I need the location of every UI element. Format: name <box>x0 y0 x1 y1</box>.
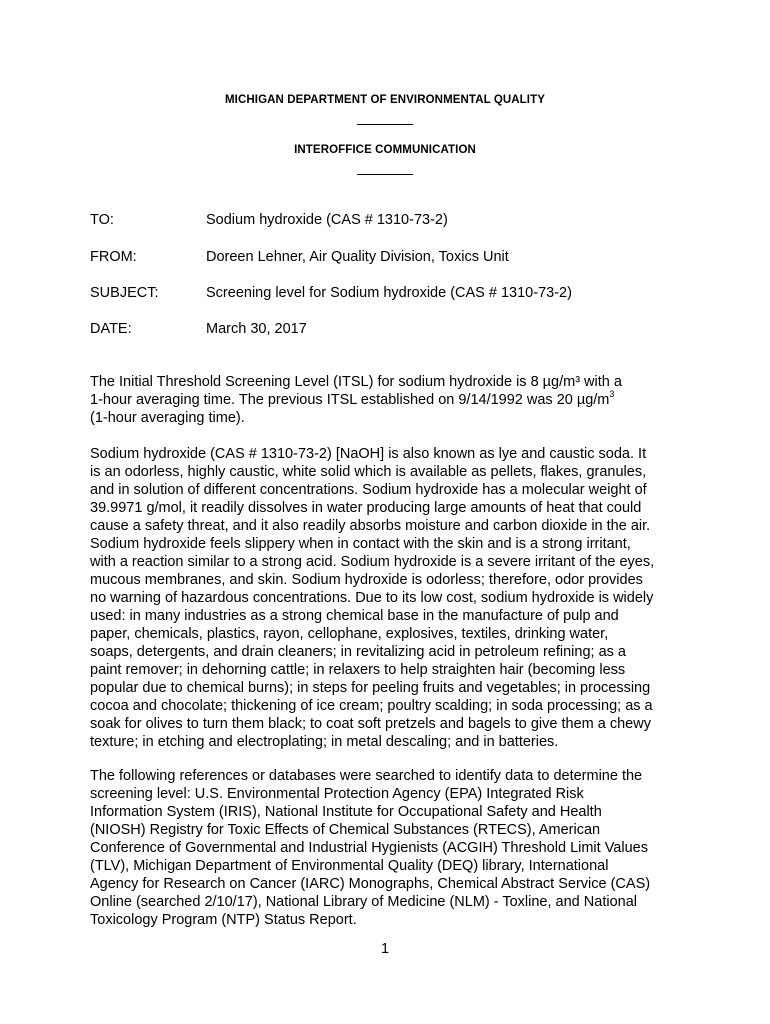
references-line: Information System (IRIS), National Institute for Occupational Safety and Health <box>90 804 602 820</box>
description-line: texture; in etching and electroplating; in metal descaling; and in batteries. <box>90 734 559 750</box>
references-line: The following references or databases were searched to identify data to determine the <box>90 768 643 784</box>
memo-from-value: Doreen Lehner, Air Quality Division, Toxics Unit <box>206 249 509 265</box>
description-line: 39.9971 g/mol, it readily dissolves in water producing large amounts of heat that could <box>90 500 642 516</box>
references-line: Agency for Research on Cancer (IARC) Monographs, Chemical Abstract Service (CAS) <box>90 876 651 892</box>
department-heading: MICHIGAN DEPARTMENT OF ENVIRONMENTAL QUALITY <box>224 94 545 106</box>
memo-from-label: FROM: <box>90 249 137 265</box>
description-line: soak for olives to turn them black; to coat soft pretzels and bagels to give them a chewy <box>90 716 651 732</box>
memo-to-value: Sodium hydroxide (CAS # 1310-73-2) <box>206 212 448 228</box>
references-line: (TLV), Michigan Department of Environmental Quality (DEQ) library, International <box>90 858 609 874</box>
description-line: mucous membranes, and skin. Sodium hydroxide is odorless; therefore, odor provides <box>90 572 643 588</box>
memo-subject-value: Screening level for Sodium hydroxide (CAS # 1310-73-2) <box>206 285 572 301</box>
memo-subject-label: SUBJECT: <box>90 285 159 301</box>
description-line: Sodium hydroxide (CAS # 1310-73-2) [NaOH] is also known as lye and caustic soda. It <box>90 446 647 462</box>
references-line: Conference of Governmental and Industrial Hygienists (ACGIH) Threshold Limit Values <box>90 840 648 856</box>
references-paragraph <box>90 767 690 929</box>
description-line: with a reaction similar to a strong acid. Sodium hydroxide is a severe irritant of the eyes, <box>90 554 655 570</box>
description-paragraph <box>90 445 690 751</box>
references-line: Toxicology Program (NTP) Status Report. <box>90 912 357 928</box>
itsl-line-3: (1-hour averaging time). <box>90 410 245 426</box>
communication-type-heading: INTEROFFICE COMMUNICATION <box>294 144 476 156</box>
description-line: paint remover; in dehorning cattle; in relaxers to help straighten hair (becoming less <box>90 662 626 678</box>
references-line: (NIOSH) Registry for Toxic Effects of Chemical Substances (RTECS), American <box>90 822 601 838</box>
memo-date-label: DATE: <box>90 321 132 337</box>
memo-date-value: March 30, 2017 <box>206 321 307 337</box>
description-line: paper, chemicals, plastics, rayon, cellophane, explosives, textiles, drinking water, <box>90 626 609 642</box>
description-line: no warning of hazardous concentrations. Due to its low cost, sodium hydroxide is widely <box>90 590 654 606</box>
description-line: cause a safety threat, and it also readily absorbs moisture and carbon dioxide in the air. <box>90 518 651 534</box>
itsl-line-1: The Initial Threshold Screening Level (ITSL) for sodium hydroxide is 8 µg/m³ with a <box>90 374 622 390</box>
description-line: is an odorless, highly caustic, white solid which is available as pellets, flakes, granules, <box>90 464 647 480</box>
itsl-line-2-text: 1-hour averaging time. The previous ITSL established on 9/14/1992 was 20 µg/m <box>90 392 610 408</box>
header-divider-top <box>357 124 413 125</box>
description-line: cocoa and chocolate; thickening of ice cream; poultry scalding; in soda processing; as a <box>90 698 653 714</box>
references-line: Online (searched 2/10/17), National Library of Medicine (NLM) - Toxline, and National <box>90 894 637 910</box>
memo-to-label: TO: <box>90 212 114 228</box>
header-divider-bottom <box>357 174 413 175</box>
description-line: soaps, detergents, and drain cleaners; in revitalizing acid in petroleum refining; as a <box>90 644 626 660</box>
description-line: used: in many industries as a strong chemical base in the manufacture of pulp and <box>90 608 619 624</box>
description-line: and in solution of different concentrations. Sodium hydroxide has a molecular weight of <box>90 482 647 498</box>
references-line: screening level: U.S. Environmental Protection Agency (EPA) Integrated Risk <box>90 786 584 802</box>
description-line: popular due to chemical burns); in steps for peeling fruits and vegetables; in processing <box>90 680 651 696</box>
itsl-line-2-superscript: 3 <box>609 389 615 399</box>
page-number: 1 <box>380 941 390 957</box>
itsl-paragraph <box>90 373 690 427</box>
itsl-line-2 <box>90 391 690 409</box>
description-line: Sodium hydroxide feels slippery when in contact with the skin and is a strong irritant, <box>90 536 631 552</box>
